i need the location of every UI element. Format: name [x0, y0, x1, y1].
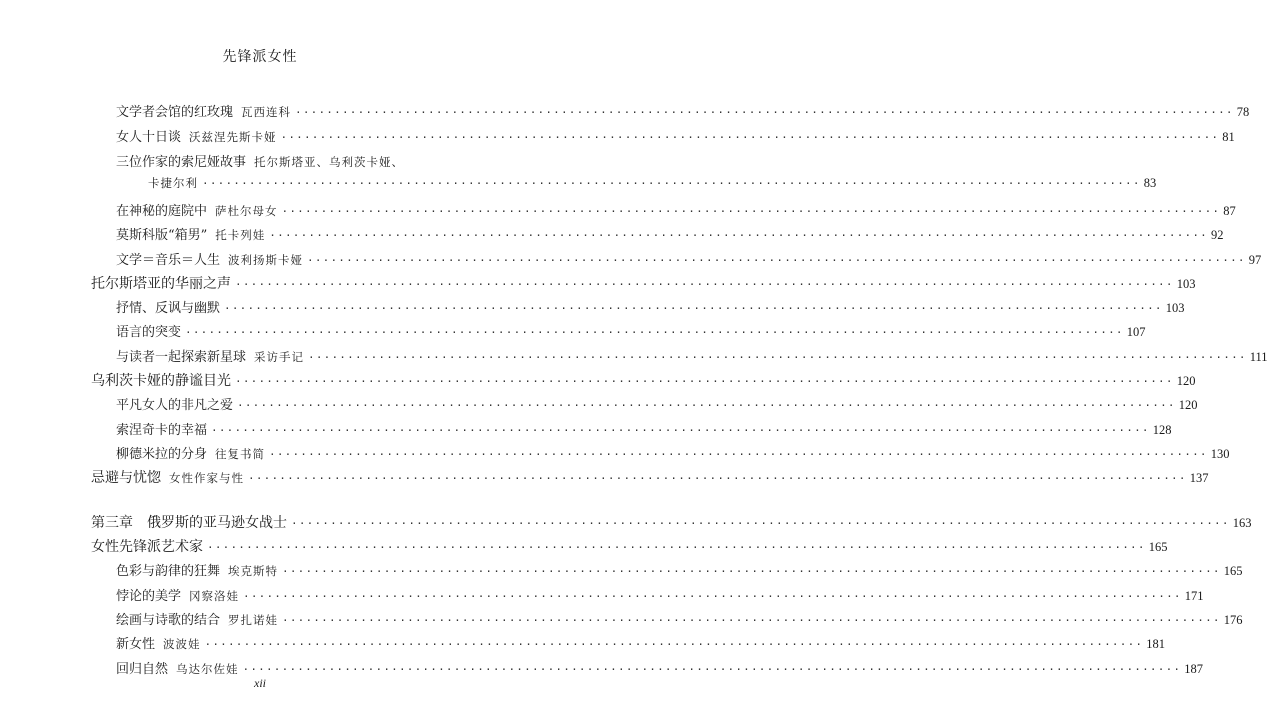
toc-entry-page: 78	[1236, 105, 1250, 119]
toc-entry-title: 索涅奇卡的幸福	[116, 423, 208, 438]
toc-entry	[91, 467, 1209, 489]
toc-entry-title: 悖论的美学	[116, 589, 182, 604]
toc-entry-author: 沃兹涅先斯卡娅	[189, 130, 277, 144]
dot-leader: ························································································································	[280, 131, 1220, 144]
toc-entry-title: 平凡女人的非凡之爱	[116, 398, 234, 413]
toc-entry-page: 103	[1176, 277, 1196, 291]
dot-leader: ························································································································	[235, 278, 1174, 291]
toc-entry-title: 新女性	[116, 637, 156, 652]
toc-entry-author: 埃克斯特	[228, 564, 279, 578]
toc-entry-page: 187	[1184, 662, 1203, 676]
dot-leader: ························································································································	[224, 302, 1163, 315]
toc-entry-title: 回归自然	[116, 662, 169, 677]
dot-leader: ························································································································	[211, 424, 1150, 437]
dot-leader: ························································································································	[202, 177, 1141, 190]
dot-leader: ························································································································	[269, 448, 1208, 461]
toc-entry-title: 三位作家的索尼娅故事	[116, 155, 247, 170]
dot-leader: ························································································································	[269, 229, 1209, 242]
toc-entry-page: 176	[1223, 613, 1243, 627]
toc-entry-page: 120	[1176, 374, 1196, 388]
toc-entry-author: 萨杜尔母女	[215, 204, 278, 218]
running-header: 先锋派女性	[222, 49, 298, 65]
toc-entry-page: 181	[1146, 637, 1165, 651]
toc-entry-author: 卡捷尔利	[148, 176, 198, 190]
dot-leader: ························································································································	[307, 254, 1246, 267]
toc-entry	[116, 560, 1243, 582]
toc-entry-title: 女人十日谈	[116, 130, 182, 145]
toc-entry-author: 托尔斯塔亚、乌利茨卡娅、	[254, 155, 405, 169]
toc-entry-author: 冈察洛娃	[189, 589, 240, 603]
toc-entry-title: 乌利茨卡娅的静谧目光	[91, 373, 231, 389]
toc-entry	[148, 175, 1157, 197]
toc-entry	[116, 126, 1235, 148]
toc-entry-page: 87	[1223, 204, 1236, 218]
chapter-number: 第三章	[91, 515, 133, 531]
toc-entry-author: 女性作家与性	[169, 471, 244, 485]
toc-entry-author: 波波娃	[163, 637, 201, 651]
toc-entry-author: 往复书简	[215, 447, 266, 461]
dot-leader: ························································································································	[235, 375, 1174, 388]
dot-leader: ························································································································	[308, 351, 1247, 364]
toc-entry-title: 文学者会馆的红玫瑰	[116, 105, 234, 120]
toc-entry	[116, 224, 1224, 246]
toc-entry-author: 波利扬斯卡娅	[228, 253, 304, 267]
toc-entry	[116, 101, 1250, 123]
toc-entry-page: 165	[1148, 540, 1168, 554]
dot-leader: ························································································································	[282, 614, 1221, 627]
toc-entry-title: 色彩与韵律的狂舞	[116, 564, 221, 579]
toc-entry-page: 128	[1152, 423, 1172, 437]
dot-leader: ························································································································	[207, 541, 1146, 554]
toc-entry	[116, 346, 1268, 368]
toc-entry	[91, 370, 1196, 392]
toc-entry-page: 165	[1223, 564, 1243, 578]
toc-entry	[116, 585, 1204, 607]
toc-entry-title: 女性先锋派艺术家	[91, 539, 203, 555]
toc-entry-page: 103	[1165, 301, 1185, 315]
toc-entry	[116, 633, 1165, 655]
toc-entry-page: 120	[1178, 398, 1198, 412]
toc-entry-page: 130	[1210, 447, 1230, 461]
toc-entry-author: 托卡列娃	[215, 228, 266, 242]
toc-entry-page: 171	[1184, 589, 1204, 603]
dot-leader: ························································································································	[243, 590, 1182, 603]
dot-leader: ························································································································	[204, 638, 1144, 651]
dot-leader: ························································································································	[237, 399, 1176, 412]
page-number: xii	[254, 676, 266, 690]
dot-leader: ························································································································	[282, 565, 1221, 578]
toc-entry-author: 瓦西连科	[241, 105, 292, 119]
dot-leader: ························································································································	[281, 205, 1221, 218]
toc-entry-author: 采访手记	[254, 350, 305, 364]
toc-entry-title: 俄罗斯的亚马逊女战士	[147, 515, 287, 531]
toc-entry-page: 107	[1126, 325, 1146, 339]
toc-entry-page: 81	[1222, 130, 1235, 144]
toc-entry	[116, 321, 1146, 343]
toc-entry-title: 柳德米拉的分身	[116, 447, 208, 462]
toc-entry	[116, 419, 1172, 441]
toc-entry-title: 绘画与诗歌的结合	[116, 613, 221, 628]
toc-entry	[116, 394, 1198, 416]
toc-entry-page: 163	[1232, 516, 1252, 530]
dot-leader: ························································································································	[295, 106, 1234, 119]
toc-entry-title: 与读者一起探索新星球	[116, 350, 247, 365]
toc-entry	[116, 443, 1230, 465]
toc-entry	[91, 273, 1196, 295]
toc-entry-title: 文学＝音乐＝人生	[116, 253, 221, 268]
toc-entry	[116, 609, 1243, 631]
toc-entry-author: 罗扎诺娃	[228, 613, 279, 627]
toc-entry-page: 111	[1249, 350, 1268, 364]
toc-entry	[91, 512, 1252, 534]
toc-entry-title: 莫斯科版“箱男”	[116, 228, 208, 243]
toc-entry-title: 在神秘的庭院中	[116, 204, 208, 219]
toc-entry-page: 83	[1143, 176, 1157, 190]
toc-entry	[116, 151, 444, 173]
dot-leader: ························································································································	[242, 663, 1182, 676]
dot-leader: ························································································································	[185, 326, 1124, 339]
toc-entry	[116, 200, 1236, 222]
dot-leader: ························································································································	[248, 472, 1187, 485]
toc-entry-title: 托尔斯塔亚的华丽之声	[91, 276, 231, 292]
toc-entry-page: 92	[1211, 228, 1224, 242]
toc-entry	[91, 536, 1168, 558]
toc-entry-author: 乌达尔佐娃	[176, 662, 239, 676]
toc-entry-title: 忌避与忧惚	[91, 470, 161, 486]
dot-leader: ························································································································	[291, 517, 1230, 530]
toc-entry-title: 语言的突变	[116, 325, 182, 340]
toc-entry-page: 97	[1248, 253, 1262, 267]
toc-entry	[116, 297, 1185, 319]
toc-entry	[116, 249, 1262, 271]
toc-entry-title: 抒情、反讽与幽默	[116, 301, 221, 316]
toc-entry-page: 137	[1189, 471, 1209, 485]
